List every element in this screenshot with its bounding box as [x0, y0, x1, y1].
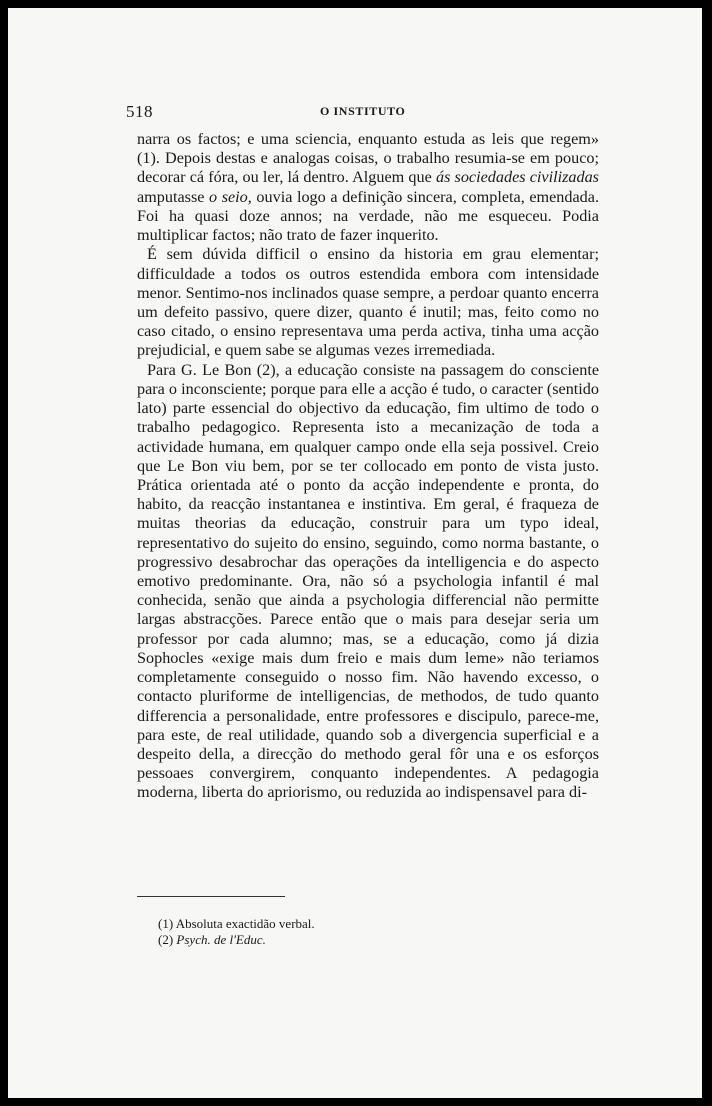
footnote-1: (1) Absoluta exactidão verbal. — [158, 916, 315, 931]
paragraph-3: Para G. Le Bon (2), a educação consiste na passagem do consciente para o inconsciente; porque para elle a acção é tudo, o caracter (sentido lato) parte essencial do objectivo da educação, fim ultimo de todo o trabalho pedagogico. Representa isto a mecanização de toda a actividade humana, em qualquer campo onde ella seja possivel. Creio que Le Bon viu bem, por se ter collocado em ponto de vista justo. Prática orientada até o ponto da acção independente e pronta, do habito, da reacção instantanea e instintiva. Em geral, é fraqueza de muitas theorias da educação, construir para um typo ideal, representativo do sujeito do ensino, seguindo, como norma bastante, o progressivo desabrochar das operações da intelligencia e do aspecto emotivo predominante. Ora, não só a psychologia infantil é mal conhecida, senão que ainda a psychologia differencial não permitte largas abstracções. Parece então que o mais para desejar seria um professor por cada alumno; mas, se a educação, como já dizia Sophocles «exige mais dum freio e mais dum leme» não teriamos completamente conseguido o nosso fim. Não havendo excesso, o contacto pluriforme de intelligencias, de methodos, de tudo quanto differencia a personalidade, entre professores e discipulo, parece-me, para este, de real utilidade, quando sob a divergencia superficial e a despeito della, a direcção do methodo geral fôr una e os esforços pessoaes convergirem, conquanto independentes. A pedagogia moderna, liberta do apriorismo, ou reduzida ao indispensavel para di- — [137, 360, 599, 802]
footnotes — [158, 916, 578, 948]
page-header — [126, 102, 606, 122]
footnote-2-marker: (2) — [158, 932, 177, 947]
footnote-divider — [137, 896, 285, 897]
paragraph-1-part-b: amputasse — [137, 187, 210, 206]
paragraph-1-part-c: ouvia logo a definição sincera, completa, emendada. Foi ha quasi doze annos; na verdade, não me esqueceu. Podia multiplicar factos; não trato de fazer inquerito. — [137, 187, 599, 245]
paragraph-2: É sem dúvida difficil o ensino da historia em grau elementar; difficuldade a todos os outros estendida embora com intensidade menor. Sentimo-nos inclinados quase sempre, a perdoar quanto encerra um defeito passivo, quere dizer, quanto é inutil; mas, feito como no caso citado, o ensino representava uma perda activa, tinha uma acção prejudicial, e quem sabe se algumas vezes irremediada. — [137, 245, 599, 360]
page-number: 518 — [126, 102, 153, 121]
paragraph-1 — [137, 130, 599, 245]
footnote-2-title: Psych. de l'Educ. — [176, 932, 266, 947]
footnote-2 — [158, 932, 578, 948]
running-title: O INSTITUTO — [320, 104, 406, 118]
body-text — [137, 130, 599, 803]
italic-phrase-sociedades: ás sociedades civilizadas — [435, 168, 599, 187]
italic-phrase-seio: o seio, — [209, 187, 252, 206]
paragraph-1-part-a: narra os factos; e uma sciencia, enquanto estuda as leis que regem» (1). Depois destas e analogas coisas, o trabalho resumia-se em pouco; decorar cá fóra, ou ler, lá dentro. Alguem que — [137, 130, 599, 187]
